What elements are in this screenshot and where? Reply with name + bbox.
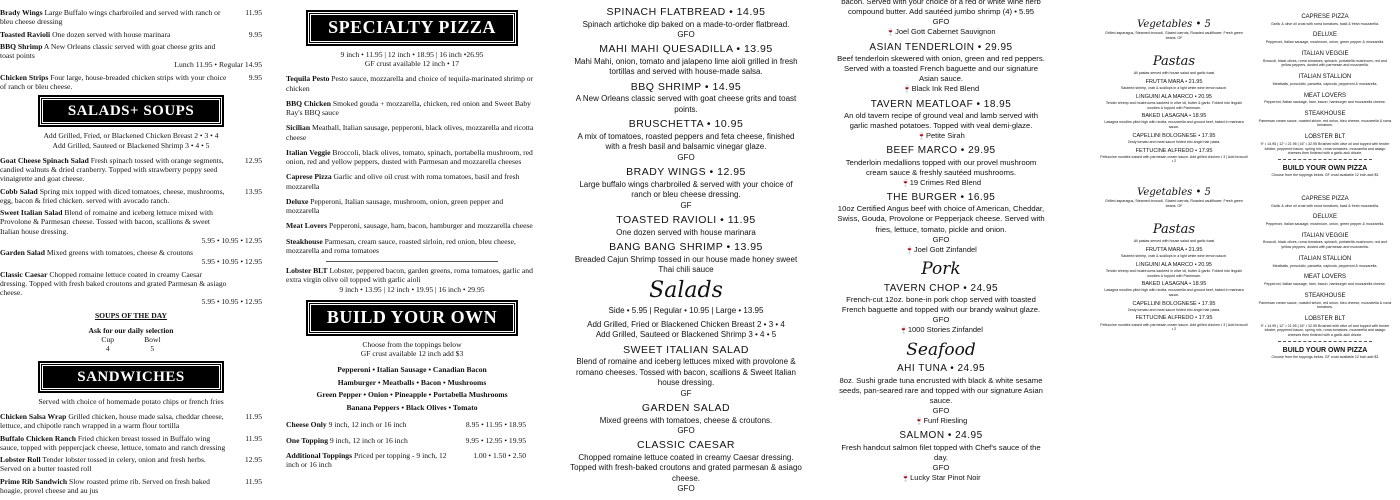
item-desc: Large Buffalo wings charbroiled and served with ranch or bleu cheese dressing: [0, 8, 221, 27]
menu-item: [836, 191, 1046, 255]
item-desc: Tender lobster tossed in celery, onion and fresh herbs. Served on a butter toasted roll: [0, 455, 206, 474]
item-price: 11.95: [245, 8, 262, 17]
item-price: 5.95 • 10.95 • 12.95: [201, 257, 262, 267]
vegetables-desc: Grilled asparagus, Steamed broccoli, Glazed carrots, Roasted cauliflower, Fresh green beans. GF: [1105, 31, 1243, 40]
item-price: 9.95: [248, 29, 262, 39]
item-name: Steakhouse: [286, 236, 323, 246]
item-desc: Blend of romaine and iceberg lettuces mixed with provolone & romano cheeses. Tossed with bacon, scallions & Sweet Italian house dressing.: [576, 357, 796, 388]
topping-line: Pepperoni • Italian Sausage • Canadian Bacon: [337, 365, 487, 375]
lobster-price: 9 inch • 13.95 | 12 inch • 19.95 | 16 inch • 29.95: [339, 284, 485, 294]
menu-item: [0, 455, 262, 474]
item-name: Cobb Salad: [0, 186, 38, 196]
topping-line: Hamburger • Meatballs • Bacon • Mushrooms: [337, 377, 487, 387]
item-price: 11.95: [245, 476, 262, 486]
item-name: Brady Wings: [0, 8, 43, 17]
pizza-name: MEAT LOVERS: [1303, 92, 1347, 99]
item-name: Meat Lovers: [286, 221, 328, 231]
item-price: 5.95 • 10.95 • 12.95: [201, 297, 262, 307]
item-name: SPINACH FLATBREAD • 14.95: [606, 6, 766, 18]
item-name: Chicken Strips: [0, 72, 49, 82]
pizza-desc: Pepperoni, Italian sausage, mushroom, onion, green pepper & mozzarella.: [1265, 222, 1385, 226]
salads-list: [0, 156, 262, 307]
pork-title: Pork: [921, 259, 961, 280]
lobster-blt-pizza: [286, 266, 538, 294]
item-name: CLASSIC CAESAR: [636, 439, 736, 452]
item-desc: Blend of romaine and iceberg lettuce mixed with Provolone & Parmesan cheese. Tossed with bacon, scallions & sweet Italian house dressing.: [0, 208, 213, 236]
item-name: Cheese Only: [286, 420, 327, 430]
wine-pairing: 🍷 19 Crimes Red Blend: [836, 178, 1046, 188]
item-name: BRUSCHETTA • 10.95: [628, 118, 744, 131]
item-desc: Pepperoni, sausage, ham, bacon, hamburger and mozzarella cheese: [329, 221, 533, 231]
menu-page-2-right: [836, 0, 1046, 500]
item-desc: Fresh spinach tossed with orange segments, candied walnuts & dried cranberry. Topped with strawberry poppy seed vinaigrette and goat cheese.: [0, 155, 224, 184]
item-desc: Spinach artichoke dip baked on a made-to-order flatbread.: [582, 19, 790, 29]
pizza-desc: 9" • 14.95 | 12" • 21.95 | 16" • 32.95 Brushed with olive oil and topped with tender lobster, peppered bacon, spring mix, roma tomatoes, mozzarella and asiago cheeses then finished with a garlic aioli drizzle.: [1260, 323, 1390, 338]
item-price: 9.95 • 12.95 • 19.95: [465, 435, 526, 445]
pizza-name: CAPRESE PIZZA: [1301, 195, 1349, 202]
bowl-price: 5: [150, 344, 155, 354]
cup-price: 4: [105, 344, 110, 354]
item-desc: French-cut 12oz. bone-in pork chop served with toasted French baguette and topped with our brandy walnut glaze.: [841, 294, 1041, 315]
item-name: GARDEN SALAD: [641, 401, 731, 414]
soups-title: SOUPS OF THE DAY: [94, 310, 168, 320]
item-name: BEEF MARCO • 29.95: [886, 145, 996, 157]
menu-item: [0, 156, 262, 184]
byo-pizza-title: BUILD YOUR OWN PIZZA: [1282, 164, 1368, 172]
vegetables-desc: Grilled asparagus, Steamed broccoli, Glazed carrots, Roasted cauliflower, Fresh green beans. GF: [1105, 198, 1243, 208]
pizzas-block: [1258, 14, 1392, 359]
sandwiches-intro: Served with choice of homemade potato chips or french fries: [38, 396, 224, 406]
pastas-block: [1100, 18, 1248, 332]
menu-item: [836, 362, 1046, 426]
pizza-desc: Parmesan cream sauce, roasted sirloin, red onion, bleu cheese, mozzarella & roma tomatoes.: [1258, 300, 1392, 310]
pizza-list: [286, 74, 538, 255]
item-desc: Broccoli, black olives, tomato, spinach, portabella mushroom, red onion, red and yellow peppers, dusted with Parmesan and mozzarella cheeses: [286, 147, 533, 167]
item-desc: Chopped romaine lettuce coated in creamy Caesar dressing. Topped with fresh-baked croutons and grated parmesan & asiago cheese.: [570, 452, 802, 483]
byo-line1: Choose from the toppings below: [362, 339, 462, 349]
item-price: 8.95 • 11.95 • 18.95: [465, 420, 526, 430]
pasta-name: FETTUCINE ALFREDO • 17.95: [1135, 315, 1213, 322]
pasta-desc: Tender shrimp and mushrooms sautéed in olive oil, butter & garlic. Folded into linguini noodles & topped with Parmesan.: [1105, 100, 1243, 110]
item-desc: Chopped romaine lettuce coated in creamy Caesar dressing. Topped with fresh baked croutons and grated Parmesan & asiago cheese.: [0, 269, 227, 298]
item-price: 11.95: [245, 412, 262, 422]
pizza-item: [286, 172, 538, 191]
menu-item: [0, 8, 262, 27]
menu-item: [570, 241, 802, 275]
pizza-name: DELUXE: [1312, 214, 1337, 221]
item-price: 9.95: [248, 72, 262, 82]
seafood-list: [836, 362, 1046, 483]
byo-price-row: [286, 451, 538, 470]
item-name: Prime Rib Sandwich: [0, 476, 68, 486]
soup-sizes: [0, 335, 262, 354]
pastas-intro: All pastas served with house salad and garlic toast: [1133, 71, 1215, 76]
item-price: 5.95 • 10.95 • 12.95: [201, 235, 262, 245]
salads-soups-banner: SALADS+ SOUPS: [40, 97, 222, 125]
pizza-desc: Garlic & olive oil crust with roma tomatoes, basil & fresh mozzarella.: [1270, 203, 1380, 208]
byo-pizza-title: BUILD YOUR OWN PIZZA: [1282, 346, 1368, 354]
menu-item: [0, 477, 262, 496]
pasta-name: FRUTTA MARA • 21.95: [1145, 246, 1203, 253]
pasta-desc: Fettuccine noodles tossed with parmesan cream sauce. Add grilled chicken • 3 | Add broccoli • 2: [1100, 322, 1248, 332]
pasta-name: BAKED LASAGNA • 18.95: [1141, 113, 1207, 120]
item-price: Lunch 11.95 • Regular 14.95: [174, 60, 262, 70]
byo-prices: [286, 420, 538, 469]
pizza-desc: Pepperoni, Italian sausage, ham, bacon, hamburger and mozzarella cheese.: [1264, 282, 1386, 287]
item-name: Deluxe: [286, 196, 309, 206]
menu-item: [570, 439, 802, 494]
menu-item: [836, 144, 1046, 188]
item-price: 12.95: [244, 155, 262, 165]
item-price: 11.95: [245, 433, 262, 443]
wine-pairing: 🍷 Petite Sirah: [836, 131, 1046, 141]
pizza-name: DELUXE: [1312, 32, 1337, 39]
menu-item: [0, 42, 262, 70]
pizza-sizes: 9 inch • 11.95 | 12 inch • 18.95 | 16 inch •26.95: [340, 49, 484, 59]
pizza-desc: Garlic & olive oil crust with roma tomatoes, basil & fresh mozzarella.: [1270, 21, 1380, 26]
lobster-desc: Lobster, peppered bacon, garden greens, roma tomatoes, garlic and extra virgin olive oil topped with garlic aioli: [286, 266, 533, 285]
menu-item: [0, 73, 262, 92]
menu-page-3-right: [1258, 0, 1392, 500]
pizza-item: [286, 197, 538, 216]
menu-page-1-right: [286, 0, 538, 500]
divider: [1278, 341, 1372, 342]
item-desc: Garlic and olive oil crust with roma tomatoes, basil and fresh mozzarella: [286, 172, 520, 191]
menu-item: [0, 187, 262, 206]
pasta-desc: Sautéed shrimp, crab & scallops in a light white wine lemon sauce.: [1120, 254, 1228, 259]
item-tag: GFO: [932, 462, 950, 472]
pizza-desc: Meatballs, prosciutto, pancetta, capicola, pepperoni & mozzarella.: [1272, 81, 1378, 86]
menu-item: [0, 434, 262, 453]
salads-script-title: Salads: [649, 278, 723, 304]
wine-pairing: 🍷 Joel Gott Cabernet Sauvignon: [836, 27, 1046, 37]
pork-list: [836, 282, 1046, 336]
build-your-own-banner: BUILD YOUR OWN: [308, 302, 516, 334]
menu-item: [836, 282, 1046, 336]
pizza-desc: Broccoli, black olives, roma tomatoes, spinach, portabella mushroom, red and yellow peppers, dusted with parmesan and mozzarella.: [1263, 240, 1387, 250]
pastas-title: Pastas: [1152, 222, 1196, 238]
menu-item: [570, 43, 802, 77]
entrees-list: [836, 41, 1046, 255]
menu-page-3-left: [1100, 0, 1248, 500]
menu-item: [570, 166, 802, 211]
item-tag: GF: [680, 388, 692, 398]
item-desc: Large buffalo wings charbroiled & served with your choice of ranch or bleu cheese dressing.: [579, 179, 793, 200]
menu-item: [0, 208, 262, 245]
salads-sizes: Side • 5.95 | Regular • 10.95 | Large • 13.95: [608, 305, 764, 315]
menu-item: [0, 412, 262, 431]
item-tag: GFO: [677, 484, 695, 494]
toppings-list: [286, 364, 538, 414]
byo-price-row: [286, 420, 538, 429]
starters-list: [570, 6, 802, 275]
item-desc: A mix of tomatoes, roasted peppers and feta cheese, finished with a fresh basil and balsamic vinegar glaze.: [577, 131, 795, 152]
pizza-desc: 9" • 14.95 | 12" • 21.95 | 16" • 32.95 Brushed with olive oil and topped with tender lobster, peppered bacon, spring mix, roma tomatoes, mozzarella and asiago cheeses then finished with a garlic aioli drizzle.: [1260, 141, 1390, 156]
pizza-name: ITALIAN STALLION: [1298, 255, 1352, 262]
pasta-desc: Sautéed shrimp, crab & scallops in a light white wine lemon sauce.: [1120, 86, 1228, 91]
pizza-name: CAPRESE PIZZA: [1301, 14, 1349, 20]
appetizer-list: [0, 8, 262, 91]
item-name: TAVERN MEATLOAF • 18.95: [870, 98, 1012, 110]
item-desc: Meatball, Italian sausage, pepperoni, black olives, mozzarella and ricotta cheese: [286, 123, 534, 142]
menu-item: [836, 429, 1046, 483]
item-name: Tequila Pesto: [286, 74, 330, 84]
pasta-desc: Zesty tomato and meat sauce folded into angel hair pasta.: [1127, 139, 1221, 144]
pizza-name: LOBSTER BLT: [1304, 315, 1346, 322]
wine-pairing: 🍷 Black Ink Red Blend: [836, 84, 1046, 94]
salads-list-2: [570, 344, 802, 495]
item-name: Sicilian: [286, 123, 311, 133]
pizza-section: [1258, 14, 1392, 178]
pizza-item: [286, 237, 538, 256]
pastas-section: [1100, 186, 1248, 332]
byo-price-row: [286, 436, 538, 445]
pizza-name: STEAKHOUSE: [1304, 111, 1346, 118]
wine-pairing: 🍷 1000 Stories Zinfandel: [836, 325, 1046, 335]
topping-line: Banana Peppers • Black Olives • Tomato: [346, 402, 478, 412]
pasta-desc: Zesty tomato and meat sauce folded into angel hair pasta.: [1127, 307, 1221, 312]
entree-top-tag: GFO: [932, 17, 950, 27]
soups-line: Ask for our daily selection: [88, 325, 174, 335]
pastas-section: [1100, 18, 1248, 164]
menu-item: [836, 41, 1046, 95]
pasta-name: BAKED LASAGNA • 18.95: [1141, 281, 1207, 288]
item-name: THE BURGER • 16.95: [886, 192, 996, 204]
pizza-name: ITALIAN STALLION: [1298, 74, 1352, 81]
pizza-item: [286, 74, 538, 93]
menu-item: [570, 81, 802, 115]
item-name: Additional Toppings: [286, 450, 353, 460]
item-desc: One dozen served with house marinara: [52, 29, 171, 39]
item-desc: One dozen served with house marinara: [616, 227, 756, 237]
pizza-gf: GF crust available 12 inch • 17: [364, 59, 460, 69]
entree-top-desc: bacon. Served with your choice of a red or white wine herb compound butter. Add sautéed jumbo shrimp (4) • 5.95: [841, 0, 1041, 17]
item-price: 1.00 • 1.50 • 2.50: [473, 450, 526, 460]
wine-pairing: 🍷 Joel Gott Zinfandel: [836, 245, 1046, 255]
item-tag: GFO: [932, 406, 950, 416]
pizza-desc: Parmesan cream sauce, roasted sirloin, red onion, bleu cheese, mozzarella & roma tomatoes.: [1258, 118, 1392, 128]
seafood-title: Seafood: [906, 339, 976, 360]
item-tag: GFO: [932, 234, 950, 244]
bowl-label: Bowl: [144, 335, 161, 345]
byo-pizza-desc: Choose from the toppings below. GF crust available 12 inch add $3: [1271, 173, 1379, 178]
item-name: TOASTED RAVIOLI • 11.95: [616, 213, 756, 226]
item-name: Garden Salad: [0, 248, 45, 258]
item-name: Buffalo Chicken Ranch: [0, 433, 76, 443]
item-desc: Tenderloin medallions topped with our provel mushroom cream sauce & freshly sautéed mushrooms.: [845, 157, 1037, 177]
sandwiches-list: [0, 412, 262, 495]
item-name: Sweet Italian Salad: [0, 208, 63, 218]
lobster-name: Lobster BLT: [286, 266, 328, 276]
pizza-item: [286, 148, 538, 167]
wine-pairing: 🍷 Lucky Star Pinot Noir: [836, 473, 1046, 483]
item-desc: Mahi Mahi, onion, tomato and jalapeno lime aioli grilled in fresh tortillas and served with house-made salsa.: [574, 57, 798, 77]
menu-page-1-left: [0, 0, 262, 500]
item-desc: An old tavern recipe of ground veal and lamb served with garlic mashed potatoes. Topped with veal demi-glaze.: [843, 110, 1038, 130]
specialty-pizza-banner: SPECIALTY PIZZA: [308, 12, 516, 44]
pizza-desc: Broccoli, black olives, roma tomatoes, spinach, portabella mushroom, red and yellow peppers, dusted with parmesan and mozzarella.: [1263, 58, 1387, 68]
pizza-desc: Pepperoni, Italian sausage, ham, bacon, hamburger and mozzarella cheese.: [1264, 100, 1386, 105]
salads-add-shrimp-2: Add Grilled, Sauteed or Blackened Shrimp 3 • 4 • 5: [595, 330, 777, 340]
pasta-desc: Tender shrimp and mushrooms sautéed in olive oil, butter & garlic. Folded into linguini noodles & topped with Parmesan.: [1105, 268, 1243, 278]
item-name: Classic Caesar: [0, 269, 48, 279]
byo-line2: GF crust available 12 inch add $3: [360, 349, 464, 359]
pasta-name: CAPELLINI BOLOGNESE • 17.95: [1132, 300, 1216, 307]
byo-pizza-desc: Choose from the toppings below. GF crust available 12 inch add $3: [1271, 354, 1379, 359]
item-name: BBQ SHRIMP • 14.95: [630, 80, 742, 93]
menu-item: [0, 30, 262, 39]
item-desc: Fresh handcut salmon filet topped with Chef's sauce of the day.: [841, 442, 1041, 462]
item-name: BRADY WINGS • 12.95: [626, 166, 746, 179]
pizza-item: [286, 123, 538, 142]
pasta-name: CAPELLINI BOLOGNESE • 17.95: [1132, 132, 1216, 139]
menu-item: [0, 270, 262, 307]
item-name: Caprese Pizza: [286, 172, 332, 182]
item-desc: Priced per topping - 9 inch, 12 inch or 16 inch: [286, 450, 447, 470]
item-name: AHI TUNA • 24.95: [896, 363, 986, 375]
pizza-desc: Meatballs, prosciutto, pancetta, capicola, pepperoni & mozzarella.: [1272, 263, 1378, 268]
pizza-item: [286, 221, 538, 230]
menu-item: [570, 6, 802, 40]
pizza-name: ITALIAN VEGGIE: [1301, 50, 1349, 57]
item-name: Goat Cheese Spinach Salad: [0, 155, 89, 165]
item-desc: Slow roasted prime rib. Served on fresh baked hoagie, provel cheese and au jus: [0, 476, 210, 495]
item-name: TAVERN CHOP • 24.95: [883, 282, 999, 294]
item-desc: Pepperoni, Italian sausage, mushroom, onion, green pepper and mozzarella: [286, 196, 504, 216]
item-name: One Topping: [286, 435, 329, 445]
item-desc: Fried chicken breast tossed in Buffalo wing sauce, topped with peppercjack cheese, lettuce, tomato and ranch dressing: [0, 433, 226, 452]
item-desc: Mixed greens with tomatoes, cheese & croutons.: [599, 415, 773, 425]
pasta-name: LINGUINI ALA MARCO • 20.95: [1136, 261, 1212, 268]
pizza-name: LOBSTER BLT: [1304, 134, 1346, 141]
sandwiches-banner: SANDWICHES: [40, 363, 222, 391]
divider: [1278, 159, 1372, 160]
item-price: 13.95: [244, 186, 262, 196]
item-name: MAHI MAHI QUESADILLA • 13.95: [599, 43, 773, 56]
item-desc: Spring mix topped with diced tomatoes, cheese, mushrooms, egg, bacon & fried chicken. served with avocado ranch.: [0, 186, 225, 205]
menu-page-2-left: [570, 0, 802, 500]
item-name: Lobster Roll: [0, 455, 41, 465]
pasta-desc: Fettuccine noodles tossed with parmesan cream sauce. Add grilled chicken • 3 | Add broccoli • 2: [1100, 154, 1248, 164]
pizza-name: ITALIAN VEGGIE: [1301, 232, 1349, 239]
salads-add-chicken-2: Add Grilled, Fried or Blackened Chicken Breast 2 • 3 • 4: [587, 319, 785, 329]
item-desc: Mixed greens with tomatoes, cheese & croutons: [46, 248, 194, 258]
pasta-desc: Lasagna noodles piled high with ricotta, mozzarella and ground beef, baked in marinara sauce.: [1104, 120, 1244, 130]
item-name: Chicken Salsa Wrap: [0, 412, 67, 422]
salads-add-chicken: Add Grilled, Fried, or Blackened Chicken Breast 2 • 3 • 4: [43, 131, 219, 141]
item-desc: Four large, house-breaded chicken strips with your choice of ranch or bleu cheese.: [0, 72, 227, 91]
item-tag: GFO: [677, 425, 695, 435]
menu-item: [0, 248, 262, 267]
menu-item: [570, 214, 802, 238]
item-desc: Parmesan, cream sauce, roasted sirloin, red onion, bleu cheese, mozzarella and roma tomatoes: [286, 236, 516, 255]
item-name: Toasted Ravioli: [0, 29, 51, 39]
cup-label: Cup: [101, 335, 115, 345]
pastas-title: Pastas: [1152, 54, 1196, 70]
item-name: BBQ Shrimp: [0, 41, 43, 51]
item-name: BBQ Chicken: [286, 98, 331, 108]
pizza-name: MEAT LOVERS: [1303, 274, 1347, 281]
item-desc: Beef tenderloin skewered with onion, green and red peppers. Served with a toasted French baguette and our signature Asian sauce.: [837, 53, 1045, 84]
pizza-desc: Pepperoni, Italian sausage, mushroom, onion, green pepper & mozzarella.: [1265, 40, 1385, 45]
pastas-intro: All pastas served with house salad and garlic toast: [1133, 239, 1215, 244]
item-name: BANG BANG SHRIMP • 13.95: [609, 240, 763, 253]
item-name: Italian Veggie: [286, 147, 331, 157]
menu-item: [570, 344, 802, 399]
item-tag: GFO: [677, 152, 695, 162]
divider: [326, 261, 498, 262]
salads-add-shrimp: Add Grilled, Sauteed or Blackened Shrimp 3 • 4 • 5: [52, 140, 210, 150]
item-tag: GF: [680, 200, 692, 210]
item-price: 12.95: [244, 455, 262, 465]
topping-line: Green Pepper • Onion • Pineapple • Portabella Mushrooms: [316, 390, 508, 400]
wine-pairing: 🍷 Funf Riesling: [836, 416, 1046, 426]
item-desc: Grilled chicken, house made salsa, cheddar cheese, lettuce, and chipotle ranch wrapped in a warm flour tortilla: [0, 412, 224, 431]
pizza-section: [1258, 196, 1392, 360]
item-desc: 9 inch, 12 inch or 16 inch: [328, 420, 407, 430]
menu-item: [570, 118, 802, 163]
item-desc: A New Orleans classic served with goat cheese grits and toast points.: [575, 94, 797, 114]
item-desc: Pesto sauce, mozzarella and choice of tequila-marinated shrimp or chicken: [286, 74, 534, 93]
item-name: SALMON • 24.95: [899, 430, 983, 442]
item-desc: 10oz Certified Angus beef with choice of American, Cheddar, Swiss, Gouda, Provolone or Pepperjack cheese. Served with fries, lettuce, tomato, pickle and onion.: [837, 204, 1045, 234]
menu-item: [836, 98, 1046, 142]
item-desc: Smoked gouda + mozzarella, chicken, red onion and Sweet Baby Ray's BBQ sauce: [286, 98, 531, 118]
vegetables-title: Vegetables • 5: [1137, 186, 1211, 198]
pasta-name: FETTUCINE ALFREDO • 17.95: [1135, 147, 1213, 154]
pizza-name: STEAKHOUSE: [1304, 292, 1346, 299]
pizza-item: [286, 99, 538, 118]
menu-item: [570, 402, 802, 436]
item-name: ASIAN TENDERLOIN • 29.95: [869, 41, 1013, 53]
pasta-name: FRUTTA MARA • 21.95: [1145, 78, 1203, 85]
item-desc: 8oz. Sushi grade tuna encrusted with black & white sesame seeds, pan-seared rare and topped with our signature Asian sauce.: [839, 375, 1043, 405]
item-tag: GFO: [932, 315, 950, 325]
item-tag: GFO: [677, 30, 695, 40]
item-desc: Breaded Cajun Shrimp tossed in our house made honey sweet Thai chili sauce: [574, 254, 798, 274]
item-desc: A New Orleans classic served with goat cheese grits and toast points: [0, 41, 216, 60]
pasta-name: LINGUINI ALA MARCO • 20.95: [1136, 93, 1212, 100]
item-desc: 9 inch, 12 inch or 16 inch: [329, 435, 408, 445]
vegetables-title: Vegetables • 5: [1137, 19, 1211, 30]
pasta-desc: Lasagna noodles piled high with ricotta, mozzarella and ground beef, baked in marinara sauce.: [1104, 288, 1244, 297]
item-name: SWEET ITALIAN SALAD: [623, 343, 749, 356]
